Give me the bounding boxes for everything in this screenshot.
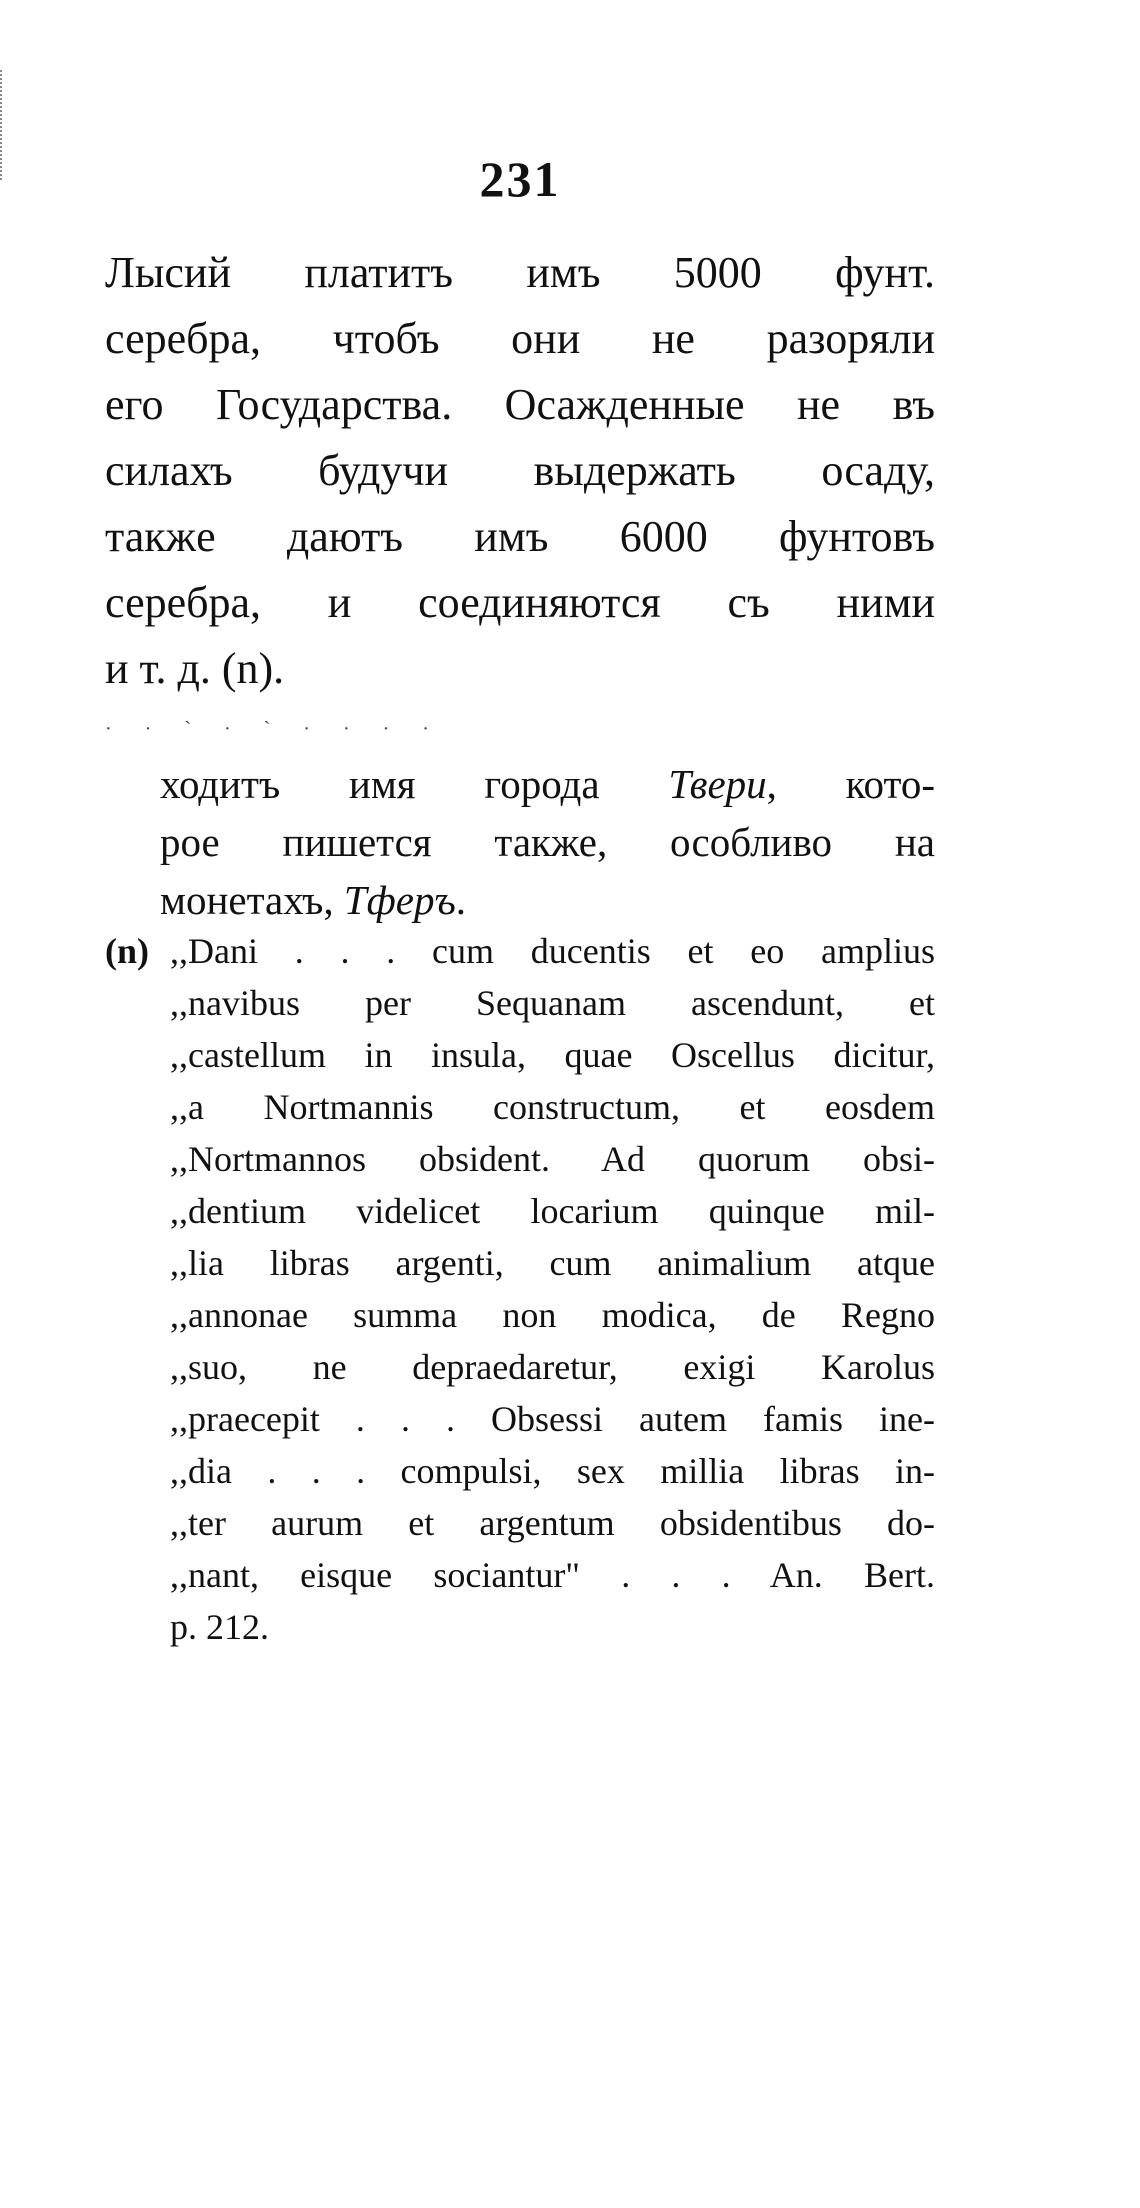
note-text-segment: . <box>455 877 466 923</box>
note-line: рое пишется также, особливо на <box>160 819 935 865</box>
footnote-line: ,,lia libras argenti, cum animalium atque <box>170 1243 935 1283</box>
main-paragraph <box>105 240 935 702</box>
footnote-body <box>170 925 935 1653</box>
text-line: и т. д. (n). <box>105 644 285 693</box>
continued-note <box>160 755 935 929</box>
note-italic-word: Тферъ <box>343 877 456 923</box>
footnote-line: ,,praecepit . . . Obsessi autem famis ine- <box>170 1399 935 1439</box>
footnote-line: ,,Nortmannos obsident. Ad quorum obsi- <box>170 1139 935 1179</box>
page-number: 231 <box>479 151 561 207</box>
text-line: серебра, и соединяются съ ними <box>105 578 935 627</box>
footnote-line: ,,a Nortmannis constructum, et eosdem <box>170 1087 935 1127</box>
footnote-line: ,,dia . . . compulsi, sex millia libras in- <box>170 1451 935 1491</box>
footnote-marker: (n) <box>105 931 149 971</box>
note-text-segment: ходитъ имя города <box>160 761 669 807</box>
note-text-segment: , кото- <box>766 761 935 807</box>
print-specks: · · ˋ · ˋ · · · · <box>105 718 443 740</box>
note-italic-word: Твери <box>668 761 767 807</box>
text-line: силахъ будучи выдержать осаду, <box>105 446 935 495</box>
text-line: серебра, чтобъ они не разоряли <box>105 314 935 363</box>
note-text-segment: монетахъ, <box>160 877 344 923</box>
footnote-line: ,,ter aurum et argentum obsidentibus do- <box>170 1503 935 1543</box>
footnote-line: ,,nant, eisque sociantur" . . . An. Bert. <box>170 1555 935 1595</box>
footnote-line: ,,annonae summa non modica, de Regno <box>170 1295 935 1335</box>
footnote-line: ,,castellum in insula, quae Oscellus dicitur, <box>170 1035 935 1075</box>
note-line <box>160 871 935 929</box>
text-line: его Государства. Осажденные не въ <box>105 380 935 429</box>
text-line: Лысий платитъ имъ 5000 фунт. <box>105 248 935 297</box>
note-line <box>160 755 935 813</box>
footnote-line: ,,navibus per Sequanam ascendunt, et <box>170 983 935 1023</box>
footnote-line: ,,dentium videlicet locarium quinque mil- <box>170 1191 935 1231</box>
text-line: такжe даютъ имъ 6000 фунтовъ <box>105 512 935 561</box>
footnote-line: ,,Dani . . . cum ducentis et eo amplius <box>170 931 935 971</box>
footnote-line: p. 212. <box>170 1607 269 1647</box>
footnote-line: ,,suo, ne depraedaretur, exigi Karolus <box>170 1347 935 1387</box>
